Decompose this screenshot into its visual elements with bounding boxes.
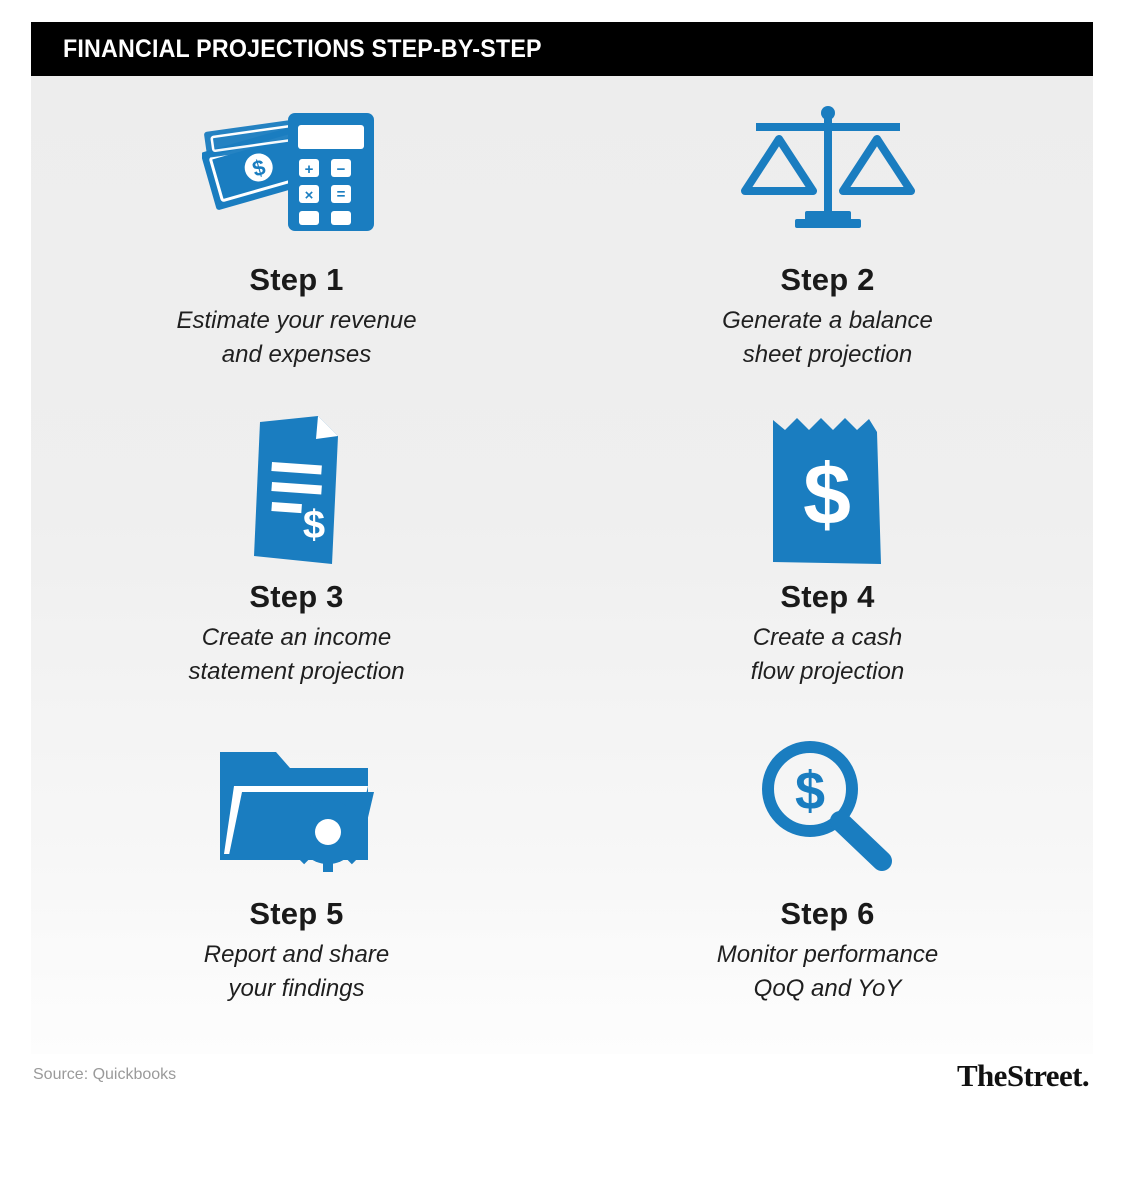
step-description-line1: Generate a balance (722, 307, 933, 334)
step-card-1 (31, 94, 562, 411)
svg-text:$: $ (248, 154, 268, 182)
step-title: Step 5 (249, 896, 344, 931)
step-title: Step 3 (249, 579, 344, 614)
step-description-line1: Report and share (203, 941, 390, 968)
step-description-line2: sheet projection (742, 341, 913, 369)
step-description-line2: QoQ and YoY (753, 975, 902, 1003)
cash-receipt-icon (743, 411, 913, 571)
step-description (717, 938, 938, 1006)
infographic-card (31, 22, 1093, 1132)
step-description (176, 304, 416, 372)
magnifier-dollar-icon (748, 728, 908, 888)
brand-logo (957, 1058, 1089, 1094)
steps-grid (31, 76, 1093, 1045)
balance-scale-icon (733, 94, 923, 254)
step-description-line1: Create an income (201, 624, 392, 651)
step-title: Step 1 (249, 262, 344, 297)
step-description-line1: Create a cash (752, 624, 903, 651)
step-card-3 (31, 411, 562, 728)
step-description (188, 621, 404, 689)
svg-text:$: $ (802, 446, 851, 543)
cash-calculator-icon (202, 94, 392, 254)
svg-text:=: = (336, 186, 345, 203)
step-description (751, 621, 904, 689)
step-card-4 (562, 411, 1093, 728)
step-description-line2: your findings (228, 975, 365, 1003)
step-title: Step 2 (780, 262, 875, 297)
step-card-6 (562, 728, 1093, 1045)
svg-text:×: × (304, 187, 313, 204)
step-description (722, 304, 933, 372)
step-description (204, 938, 389, 1006)
invoice-document-icon (202, 411, 392, 571)
step-description-line1: Estimate your revenue (176, 307, 417, 334)
step-description-line2: flow projection (750, 658, 905, 686)
folder-gear-icon (202, 728, 392, 888)
svg-text:−: − (336, 161, 345, 178)
brand-name: TheStreet (956, 1058, 1082, 1093)
step-title: Step 4 (780, 579, 875, 614)
step-card-2 (562, 94, 1093, 411)
step-description-line2: statement projection (188, 658, 405, 686)
svg-text:+: + (304, 161, 313, 178)
footer (31, 1054, 1093, 1132)
step-description-line1: Monitor performance (716, 941, 939, 968)
title-bar (31, 22, 1093, 76)
steps-body (31, 76, 1093, 1054)
page-title: FINANCIAL PROJECTIONS STEP-BY-STEP (63, 34, 542, 63)
source-label: Source: Quickbooks (33, 1066, 177, 1083)
svg-text:$: $ (302, 502, 325, 547)
svg-text:$: $ (794, 761, 825, 821)
step-title: Step 6 (780, 896, 875, 931)
step-description-line2: and expenses (221, 341, 372, 369)
step-card-5 (31, 728, 562, 1045)
brand-dot: . (1081, 1058, 1089, 1093)
